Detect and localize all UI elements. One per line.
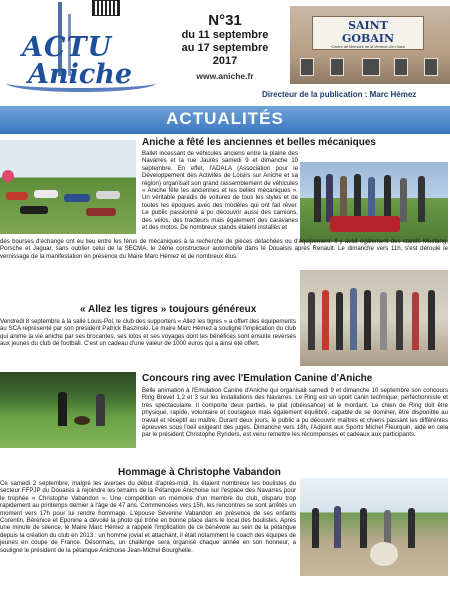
person-shape: [408, 508, 415, 548]
building-window: [394, 58, 408, 76]
issue-date-line-3: 2017: [212, 55, 238, 67]
saint-gobain-building-photo: [290, 6, 450, 84]
article-3-body: Belle animation à l'Emulation Canine d'Aniche qui organisait samedi 9 et dimanche 10 septembre son concours Ring Brevet 1,2 et 3 sur les installations des Navarres. Le Ring est un sport canin technique, perfectionniste et très spectaculaire. Il comporte deux parties, le plat (obéissance) et le mordant. Le chien de Ring doit être physique, rapide, volontaire et courageux mais également équilibré, capable de se dominer, être disponible au travail et réceptif au maître. Durant deux jours, le public a pu découvrir maîtres et chiens passant les différentes épreuves sous l'oeil exigeant des juges. Dimanche vers 18h, l'Adjoint aux Sports Michel Fleurquin, aidé en cela par le président Christophe Rynders, est venu remettre les récompenses et cadeaux aux participants.: [142, 387, 448, 439]
article-4-body: Ce samedi 2 septembre, malgré les averses du début d'après-midi, ils étaient nombreux les boulistes du secteur FFPJP du Douaisis à rejoindre les terrains de la Pétanque Anichoise sur l'espace des Navarres pour le trophée « Christophe Vabandon ». Une compétition en mémoire d'un membre du club, disparu trop rapidement au printemps dernier à l'âge de 47 ans. Commencées vers 15h, les rencontres se sont arrêtés un moment vers 17h pour lui rendre hommage. L'épouse Séverine Vabandon en présence de ses enfants Corentin, Bérénice et Eponine a dévoilé la photo qui trône en bonne place dans le local des boulistes. Après une minute de silence, le Maire Marc Hémez a rappelé l'implication de ce bénévole au sein de la pétanque depuis la création du club en 2013 : un homme jovial et attachant, il était notamment le coach des équipes de jeunes en coupe de France. Désormais, un challenge sera organisé chaque année en son honneur, a souligné le président de la pétanque Anichoise Jean-Michel Bourghelle.: [0, 480, 296, 554]
person-shape: [312, 508, 319, 548]
person-shape: [364, 290, 371, 350]
article-1-title: Aniche a fêté les anciennes et belles mécaniques: [142, 137, 376, 148]
car-shape: [34, 190, 58, 198]
article-3-title: Concours ring avec l'Emulation Canine d'Aniche: [142, 373, 373, 384]
website-link[interactable]: www.aniche.fr: [196, 71, 254, 81]
person-shape: [418, 176, 425, 222]
logo-line-2: Aniche: [28, 59, 133, 90]
person-shape: [428, 290, 435, 350]
car-shape: [20, 206, 48, 214]
person-shape: [308, 292, 315, 350]
person-shape: [400, 178, 407, 222]
car-shape: [6, 192, 28, 200]
issue-info: [170, 12, 280, 81]
person-shape: [314, 176, 321, 222]
building-window: [300, 58, 314, 76]
balloon-shape: [2, 170, 14, 182]
car-shape: [64, 194, 90, 202]
tigers-supporters-photo: [300, 270, 448, 366]
dog-training-photo: [0, 372, 136, 448]
saint-gobain-sign: [312, 16, 424, 50]
article-1-body: Ballet incessant de véhicules anciens entre la plaine des Navarres et la rue Jaurès samedi 9 et dimanche 10 septembre. En effet, l'ADALA (Association pour le Développement des Activités de Loisirs sur Aniche et sa région) organisait son grand rassemblement de véhicules « Aniche fête les anciennes et les belles mécaniques ». Un véritable paradis de voitures de tous les styles et de toutes les époques avec des modèles qui ont fait rêver. Le public passionné a pu découvrir aussi des camions, des vélos, des tracteurs mais également des caravanes et des motos. De nombreux stands étaient installés et: [142, 150, 298, 232]
building-window: [330, 58, 344, 76]
article-2-title: « Allez les tigres » toujours généreux: [80, 304, 257, 315]
person-shape: [326, 174, 333, 222]
publication-director: Directeur de la publication : Marc Hémez: [262, 90, 417, 99]
sign-line-1: SAINT: [348, 19, 388, 32]
person-shape: [336, 292, 343, 350]
person-shape: [360, 508, 367, 548]
issue-date-line-1: du 11 septembre: [181, 29, 269, 41]
person-shape: [322, 290, 329, 350]
car-shape: [86, 208, 116, 216]
sign-line-2: GOBAIN: [341, 32, 394, 45]
dog-shape: [74, 416, 90, 425]
logo-line-1: ACTU: [22, 32, 113, 63]
handler-shape: [96, 394, 105, 426]
person-shape: [384, 175, 391, 222]
car-club-group-photo: [300, 162, 448, 242]
sign-line-3: Centre de Mémoire de la Verrerie d'en Haut: [331, 45, 405, 49]
person-shape: [380, 292, 387, 350]
article-4-title: Hommage à Christophe Vabandon: [118, 467, 281, 478]
building-door: [362, 58, 380, 76]
car-shape: [96, 191, 120, 199]
issue-date-line-2: au 17 septembre: [181, 42, 269, 54]
section-title: ACTUALITÉS: [166, 109, 284, 128]
person-shape: [350, 288, 357, 350]
section-banner: [0, 106, 450, 134]
masthead: [0, 0, 450, 104]
issue-number: N°31: [208, 12, 242, 29]
article-2-body: Vendredi 8 septembre à la salle Louis-Pol, le club des supporters « Allez les tigres » a offert des équipements au SCA représenté par son président Patrick Baszinski. Le maire Marc Hémez a souligné l'implication du club qui anime la vie aniche par ses brocantes, ses lotos et ses voyages dont les bénéfices sont ensuite reversés aux jeunes du club de football. C'est un cadeau d'une valeur de 1000 euros qui a ainsi été offert.: [0, 318, 296, 348]
tribute-photo-frame: [370, 542, 398, 566]
red-car-shape: [330, 216, 400, 232]
qr-code-icon: [92, 0, 120, 16]
person-shape: [412, 292, 419, 350]
person-shape: [396, 290, 403, 350]
logo-swoosh: [6, 74, 156, 92]
handler-shape: [58, 392, 67, 426]
actu-aniche-logo: [0, 0, 168, 104]
building-window: [424, 58, 438, 76]
petanque-tribute-photo: [300, 478, 448, 576]
article-1-body-continued: des bourses d'échange ont eu lieu entre les férus de mécaniques à la recherche de pièces détachées ou d'équipement. Il y avait également des stands Mustang, Porsche et Jaguar, sans oublier celui de la SECMA, le 2ème constructeur automobile dans le Douaisis après Renault. Le dimanche vers 11h, s'est déroulé le vernissage de la manifestation en présence du Maire Marc Hémez et de nombreux élus.: [0, 238, 448, 260]
person-shape: [354, 174, 361, 222]
classic-cars-photo: [0, 140, 136, 234]
person-shape: [334, 506, 341, 548]
